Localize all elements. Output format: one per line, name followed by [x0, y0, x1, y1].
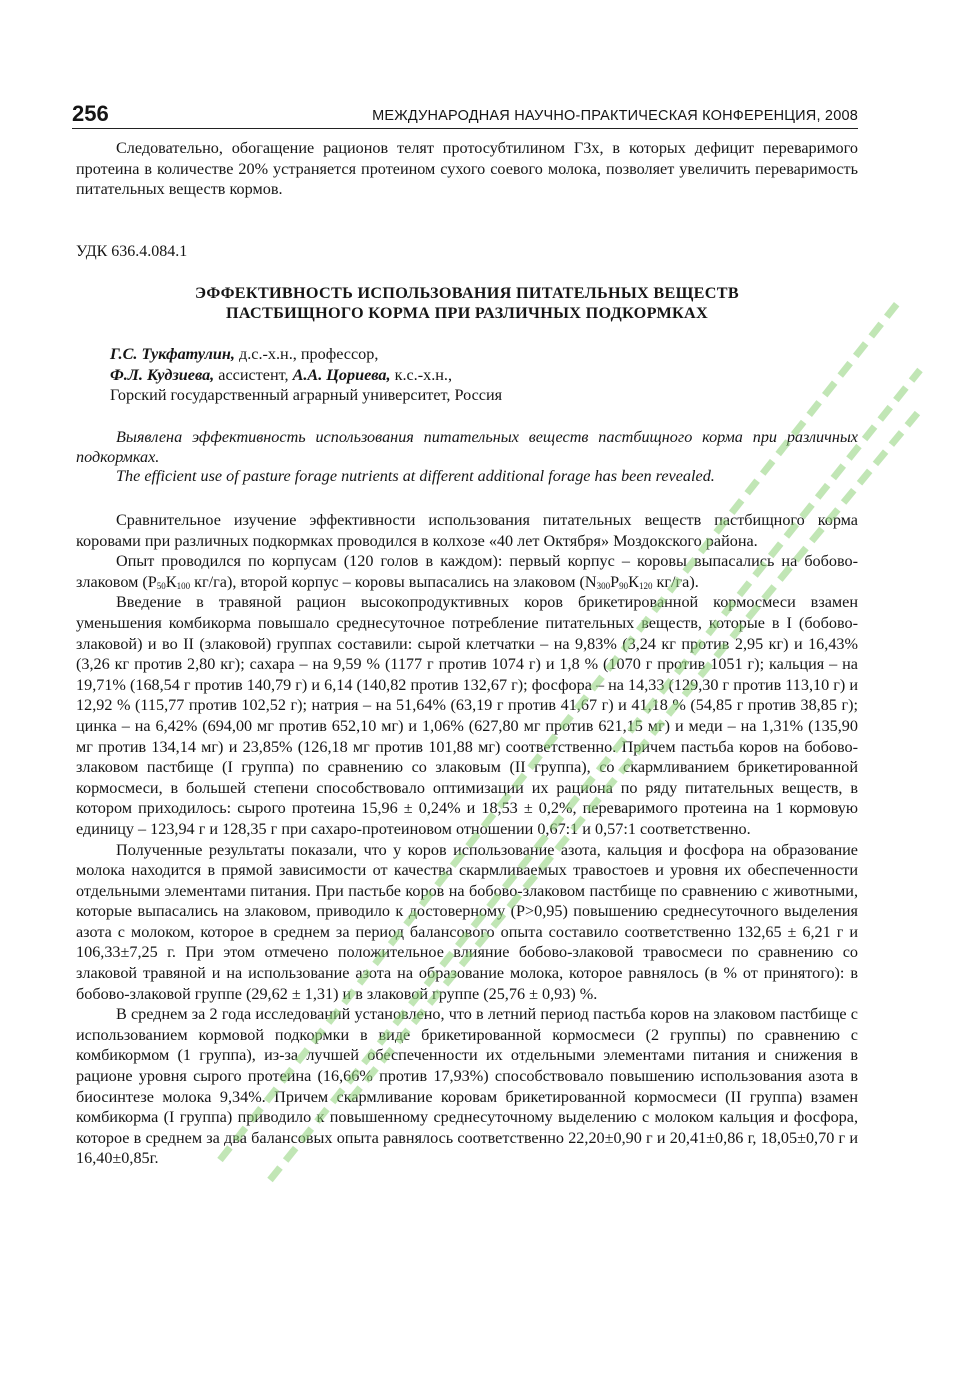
author-2-name: Ф.Л. Кудзиева,	[110, 365, 215, 384]
p2-subscript-3: 300	[596, 580, 611, 591]
body-paragraph-3: Введение в травяной рацион высокопродуктивных коров брикетированной кормосмеси взамен уменьшения комбикорма повышало среднесуточное потребление питательных веществ, которые в I (бобово-злаковой) и во II (злаковой) группах составили: сырой клетчатки – на 9,83% (3,24 кг против 2,95 кг) и 16,43% (3,26 кг против 2,80 кг); сахара – на 9,59 % (1177 г против 1074 г) и 1,8 % (1070 г против 1051 г); кальция – на 19,71% (168,54 г против 140,79 г) и 6,14 (140,82 против 132,67 г); фосфора – на 14,33 (129,30 г против 113,10 г) и 12,92 % (115,77 против 102,52 г); натрия – на 51,64% (63,19 г против 41,67 г) и 41,18 % (54,85 г против 38,85 г); цинка – на 6,42% (694,00 мг против 652,10 мг) и 1,06% (627,80 мг против 621,15 мг) и меди – на 1,31% (135,90 мг против 134,14 мг) и 23,85% (126,18 мг против 101,88 мг) соответственно. Причем пастьба коров на бобово-злаковом пастбище (I группа) по сравнению со злаковым (II группа), со скармливанием брикетированной кормосмеси, в большей степени способствовало оптимизации их рациона по ряду питательных веществ, в котором приходилось: сырого протеина 15,96 ± 0,24% и 18,53 ± 0,2%, переваримого протеина на 1 кормовую единицу – 123,94 г и 128,35 г при сахаро-протеиновом отношении 0,67:1 и 0,57:1 соответственно.	[76, 593, 858, 838]
author-3-role: к.с.-х.н.,	[390, 365, 453, 384]
author-1-name: Г.С. Тукфатулин,	[110, 345, 235, 363]
intro-paragraph: Следовательно, обогащение рационов телят протосубтилином Г3х, в которых дефицит переваримого протеина в количестве 20% устраняется протеином сухого соевого молока, позволяет увеличить переваримость питательных веществ кормов.	[76, 139, 858, 199]
author-line-2	[110, 365, 810, 386]
conference-title: МЕЖДУНАРОДНАЯ НАУЧНО-ПРАКТИЧЕСКАЯ КОНФЕРЕНЦИЯ, 2008	[372, 108, 858, 124]
author-2-role: ассистент,	[214, 365, 293, 384]
affiliation: Горский государственный аграрный университет, Россия	[110, 386, 503, 405]
author-line-1	[110, 344, 810, 365]
p2-text-d: Р	[610, 572, 620, 591]
abstract-en: The efficient use of pasture forage nutrients at different additional forage has been revealed.	[116, 467, 715, 486]
author-block	[110, 344, 810, 406]
title-line-1: ЭФФЕКТИВНОСТЬ ИСПОЛЬЗОВАНИЯ ПИТАТЕЛЬНЫХ ВЕЩЕСТВ	[195, 284, 739, 302]
p2-subscript-2: 100	[176, 580, 191, 591]
running-header	[72, 98, 858, 129]
article-title	[76, 283, 858, 323]
body-paragraph-2	[76, 551, 858, 592]
p2-subscript-5: 120	[638, 580, 653, 591]
body-paragraph-5: В среднем за 2 года исследований установлено, что в летний период пастьба коров на злаковом пастбище с использованием кормовой подкормки в виде брикетированной кормосмеси (2 группы) по сравнению с комбикормом (1 группа), из-за лучшей обеспеченности их отдельными элементами питания и снижения в рационе уровня сырого протеина (16,66% против 17,93%) способствовало повышению использования азота в биосинтезе молока 9,34%. Причем скармливание коровам брикетированной кормосмеси (II группа) взамен комбикорма (I группа) приводило к повышенному среднесуточному выделению с молоком кальция и фосфора, которое в среднем за два балансовых опыта равнялось соответственно 22,20±0,90 г и 20,41±0,86 г, 18,05±0,70 г и 16,40±0,85г.	[76, 1005, 858, 1168]
p2-text-f: кг/га).	[652, 572, 699, 591]
abstract	[76, 428, 858, 487]
udk-code: УДК 636.4.084.1	[76, 243, 188, 260]
p2-text-e: К	[628, 572, 639, 591]
intro-text	[76, 138, 858, 200]
title-line-2: ПАСТБИЩНОГО КОРМА ПРИ РАЗЛИЧНЫХ ПОДКОРМКАХ	[225, 304, 709, 322]
p2-subscript-4: 90	[619, 580, 629, 591]
page-number: 256	[72, 101, 109, 126]
p2-subscript-1: 50	[156, 580, 166, 591]
body-paragraph-4: Полученные результаты показали, что у коров использование азота, кальция и фосфора на образование молока находится в прямой зависимости от качества скармливаемых травостоев и уровня их обеспеченности отдельными элементами питания. При пастьбе коров на бобово-злаковом пастбище по сравнению с животными, которые выпасались на злаковом, приводило к достоверному (Р>0,95) повышению среднесуточного выделения азота с молоком, которое в среднем за период балансового опыта составило соответственно 132,65 ± 6,21 г и 106,33±7,25 г. При этом отмечено положительное влияние бобово-злаковой травосмеси по сравнению со злаковой травяной и на использование азота на образование молока, которое равнялось (в % от принятого): в бобово-злаковой группе (29,62 ± 1,31) и в злаковой группе (25,76 ± 0,93) %.	[76, 840, 858, 1003]
author-1-role: д.с.-х.н., профессор,	[234, 345, 379, 363]
article-body	[76, 510, 858, 1169]
p2-text-a: Опыт проводился по корпусам (120 голов в каждом): первый корпус – коровы выпасались на бобово-злаковом (Р	[76, 552, 858, 591]
body-paragraph-1: Сравнительное изучение эффективности использования питательных веществ пастбищного корма коровами при различных подкормках проводился в колхозе «40 лет Октября» Моздокского района.	[76, 511, 858, 550]
p2-text-c: кг/га), второй корпус – коровы выпасались на злаковом (N	[190, 572, 597, 591]
abstract-ru: Выявлена эффективность использования питательных веществ пастбищного корма при различных подкормках.	[76, 428, 858, 466]
author-3-name: А.А. Цориева,	[292, 365, 391, 384]
p2-text-b: К	[165, 572, 177, 591]
